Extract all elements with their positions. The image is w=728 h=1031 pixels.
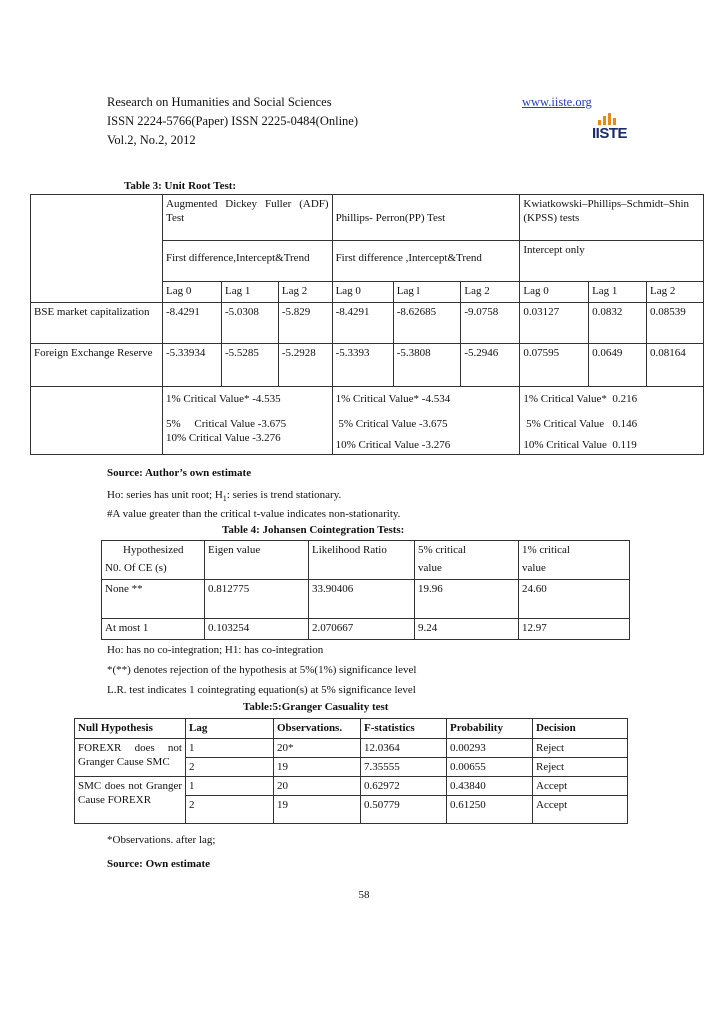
table3-corner-cell xyxy=(31,195,163,303)
issn-line: ISSN 2224-5766(Paper) ISSN 2225-0484(Online) xyxy=(107,114,359,128)
table5-cell: 1 xyxy=(186,777,274,796)
table4-hypothesis-note: Ho: has no co-integration; H1: has co-integration xyxy=(107,644,324,656)
logo-wordmark: IISTE xyxy=(592,125,628,142)
table3-adf-header: Augmented Dickey Fuller (ADF) Test xyxy=(163,195,333,241)
table5-head: Lag xyxy=(186,719,274,739)
table3-lag-cell: Lag 2 xyxy=(278,282,332,303)
table4-caption: Table 4: Johansen Cointegration Tests: xyxy=(222,524,405,536)
table5-head: Probability xyxy=(447,719,533,739)
ho-subscript: 1 xyxy=(222,494,227,504)
table3-cell: -5.2928 xyxy=(278,344,332,387)
table5-cell: 12.0364 xyxy=(361,739,447,758)
table3-empty-cell xyxy=(31,387,163,411)
table4-johansen xyxy=(101,540,630,640)
table4-row xyxy=(102,580,630,619)
table3-cell: 0.03127 xyxy=(520,303,589,344)
table4-cell: None ** xyxy=(102,580,205,619)
table3-cell: -8.4291 xyxy=(163,303,222,344)
table3-lag-cell: Lag 1 xyxy=(222,282,279,303)
table4-lr-note: L.R. test indicates 1 cointegrating equation(s) at 5% significance level xyxy=(107,684,416,696)
table3-hypothesis-note xyxy=(107,488,341,506)
table3-kpss-crit1: 1% Critical Value* 0.216 xyxy=(520,387,704,411)
ho-suffix: : series is trend stationary. xyxy=(226,489,342,501)
table3-cell: -8.62685 xyxy=(393,303,461,344)
table5-hypothesis-2: SMC does not Granger Cause FOREXR xyxy=(75,777,186,824)
table3-lag-cell: Lag 0 xyxy=(520,282,589,303)
table3-adf-crit1: 1% Critical Value* -4.535 xyxy=(163,387,333,411)
table4-head-5pct-l1: 5% critical xyxy=(418,544,466,556)
page-number: 58 xyxy=(358,889,370,901)
table5-header-row xyxy=(75,719,628,739)
table4-cell: 24.60 xyxy=(519,580,630,619)
table3-lag-cell: Lag l xyxy=(393,282,461,303)
table3-cell: -5.3808 xyxy=(393,344,461,387)
table4-head-5pct xyxy=(415,541,519,580)
table5-obs-note: *Observations. after lag; xyxy=(107,834,216,846)
table3-empty-cell xyxy=(31,411,163,455)
table5-head: Null Hypothesis xyxy=(75,719,186,739)
table3-adf-crit5: 5% Critical Value -3.675 xyxy=(166,417,287,430)
table3-adf-spec: First difference,Intercept&Trend xyxy=(163,241,333,282)
table3-row-bse xyxy=(31,303,704,344)
table5-source: Source: Own estimate xyxy=(107,858,211,870)
table3-pp-header: Phillips- Perron(PP) Test xyxy=(332,195,520,241)
table3-adf-crit-rest xyxy=(163,411,333,455)
table3-lag-cell: Lag 1 xyxy=(589,282,647,303)
table3-adf-crit10: 10% Critical Value -3.276 xyxy=(166,431,281,444)
logo-bars-icon xyxy=(592,113,622,125)
table3-cell: -5.829 xyxy=(278,303,332,344)
table3-cell: 0.0649 xyxy=(589,344,647,387)
table4-row xyxy=(102,619,630,640)
table5-cell: 0.61250 xyxy=(447,796,533,824)
table3-lag-cell: Lag 2 xyxy=(461,282,520,303)
table5-cell: Reject xyxy=(533,739,628,758)
table4-head-1pct-l2: value xyxy=(522,562,546,574)
table3-cell: 0.08539 xyxy=(647,303,704,344)
table3-unit-root xyxy=(30,194,704,455)
table3-lag-cell: Lag 0 xyxy=(163,282,222,303)
table4-head-eigen: Eigen value xyxy=(205,541,309,580)
table5-head: F-statistics xyxy=(361,719,447,739)
table4-cell: 33.90406 xyxy=(309,580,415,619)
table4-cell: 0.103254 xyxy=(205,619,309,640)
table4-cell: 2.070667 xyxy=(309,619,415,640)
table5-cell: Accept xyxy=(533,777,628,796)
table3-pp-crit-rest xyxy=(332,411,520,455)
table4-head-1pct xyxy=(519,541,630,580)
table3-cell: 0.0832 xyxy=(589,303,647,344)
table3-cell: -5.5285 xyxy=(222,344,279,387)
table4-head-ce: N0. Of CE (s) xyxy=(105,562,167,574)
table5-cell: 20* xyxy=(274,739,361,758)
table3-header-row xyxy=(31,195,704,241)
table3-cell: -8.4291 xyxy=(332,303,393,344)
table4-head-lr: Likelihood Ratio xyxy=(309,541,415,580)
table5-cell: 19 xyxy=(274,758,361,777)
table3-pp-spec: First difference ,Intercept&Trend xyxy=(332,241,520,282)
table4-cell: 9.24 xyxy=(415,619,519,640)
table4-head-hypothesized: Hypothesized xyxy=(123,544,184,556)
journal-title: Research on Humanities and Social Sciences xyxy=(107,95,332,109)
table4-cell: At most 1 xyxy=(102,619,205,640)
table5-hypothesis-1: FOREXR does not Granger Cause SMC xyxy=(75,739,186,777)
table3-row-label: Foreign Exchange Reserve xyxy=(31,344,163,387)
table5-cell: 0.62972 xyxy=(361,777,447,796)
table3-stationarity-note: #A value greater than the critical t-value indicates non-stationarity. xyxy=(107,508,401,520)
table5-row xyxy=(75,739,628,758)
table3-kpss-crit-rest xyxy=(520,411,704,455)
table5-head: Observations. xyxy=(274,719,361,739)
table5-cell: 2 xyxy=(186,796,274,824)
table5-cell: 0.00293 xyxy=(447,739,533,758)
table4-cell: 19.96 xyxy=(415,580,519,619)
table5-cell: 20 xyxy=(274,777,361,796)
table3-cell: 0.07595 xyxy=(520,344,589,387)
table4-header-row xyxy=(102,541,630,580)
table3-kpss-spec: Intercept only xyxy=(520,241,704,282)
table3-critical-row-2 xyxy=(31,411,704,455)
journal-website-link[interactable]: www.iiste.org xyxy=(522,95,592,109)
iiste-logo xyxy=(592,113,628,147)
volume-line: Vol.2, No.2, 2012 xyxy=(107,133,196,147)
table5-cell: Reject xyxy=(533,758,628,777)
table3-cell: -9.0758 xyxy=(461,303,520,344)
table5-cell: 19 xyxy=(274,796,361,824)
table4-head-5pct-l2: value xyxy=(418,562,442,574)
table5-head: Decision xyxy=(533,719,628,739)
table3-kpss-header: Kwiatkowski–Phillips–Schmidt–Shin (KPSS) tests xyxy=(520,195,704,241)
table3-pp-crit10: 10% Critical Value -3.276 xyxy=(335,438,451,451)
table5-cell: 7.35555 xyxy=(361,758,447,777)
ho-prefix: Ho: series has unit root; H xyxy=(107,489,223,501)
table3-cell: -5.33934 xyxy=(163,344,222,387)
table4-significance-note: *(**) denotes rejection of the hypothesis at 5%(1%) significance level xyxy=(107,664,417,676)
table5-row xyxy=(75,777,628,796)
table3-pp-crit5: 5% Critical Value -3.675 xyxy=(335,417,448,430)
table3-caption: Table 3: Unit Root Test: xyxy=(124,180,237,192)
table3-lag-cell: Lag 0 xyxy=(332,282,393,303)
table3-critical-row-1 xyxy=(31,387,704,411)
table3-lag-cell: Lag 2 xyxy=(647,282,704,303)
table5-cell: 1 xyxy=(186,739,274,758)
table4-head-hypothesis xyxy=(102,541,205,580)
table4-cell: 12.97 xyxy=(519,619,630,640)
table3-cell: -5.0308 xyxy=(222,303,279,344)
table5-cell: 2 xyxy=(186,758,274,777)
table3-cell: -5.3393 xyxy=(332,344,393,387)
table5-caption: Table:5:Granger Casuality test xyxy=(243,701,389,713)
table3-kpss-crit5: 5% Critical Value 0.146 xyxy=(523,417,638,430)
table5-granger xyxy=(74,718,628,824)
table4-cell: 0.812775 xyxy=(205,580,309,619)
table3-row-forex xyxy=(31,344,704,387)
table5-cell: Accept xyxy=(533,796,628,824)
table5-cell: 0.00655 xyxy=(447,758,533,777)
table4-head-1pct-l1: 1% critical xyxy=(522,544,570,556)
table3-cell: -5.2946 xyxy=(461,344,520,387)
table5-cell: 0.50779 xyxy=(361,796,447,824)
table3-pp-crit1: 1% Critical Value* -4.534 xyxy=(332,387,520,411)
table3-kpss-crit10: 10% Critical Value 0.119 xyxy=(523,438,637,451)
table5-cell: 0.43840 xyxy=(447,777,533,796)
table3-source: Source: Author’s own estimate xyxy=(107,467,252,479)
table3-row-label: BSE market capitalization xyxy=(31,303,163,344)
table3-cell: 0.08164 xyxy=(647,344,704,387)
